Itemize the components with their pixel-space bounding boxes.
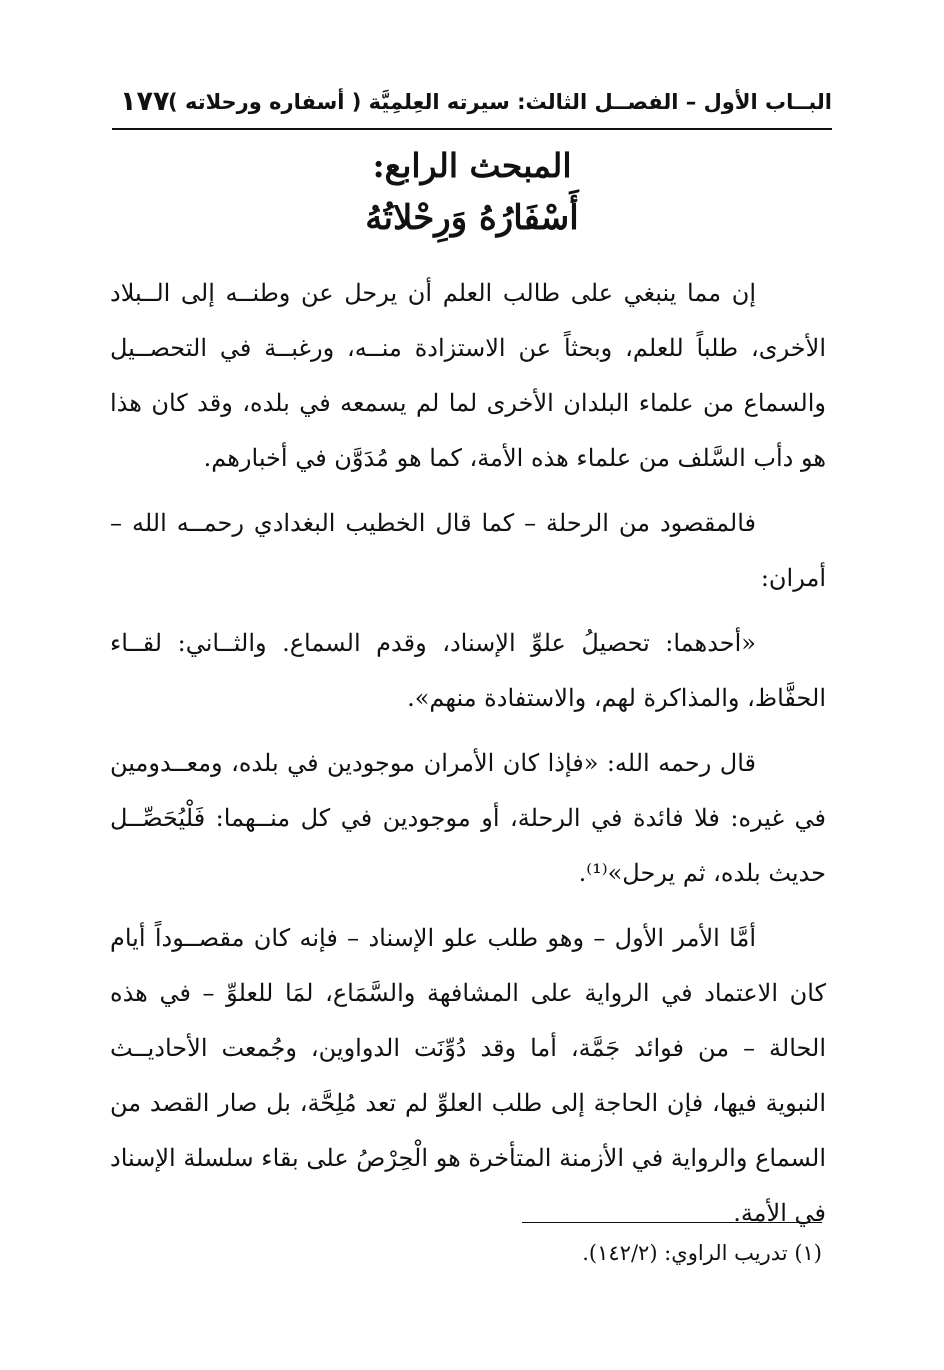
section-heading [112,140,832,244]
paragraph-saying: قال رحمه الله: «فإذا كان الأمران موجودين في بلده، ومعــدومين في غيره: فلا فائدة في الرحلة، أو موجودين في كل منــهما: فَلْيُحَصِّــل حديث بلده، ثم يرحل»⁽¹⁾. [110,749,826,887]
header-rule [112,128,832,130]
section-label: المبحث الرابع: [372,146,572,185]
running-header-title: البــاب الأول – الفصــل الثالث: سيرته العِلمِيَّة ( أسفاره ورحلاته ) [168,90,832,114]
paragraph-intro: إن مما ينبغي على طالب العلم أن يرحل عن وطنــه إلى الــبلاد الأخرى، طلباً للعلم، وبحثاً عن الاستزادة منــه، ورغبــة في التحصــيل والسماع من علماء البلدان الأخرى لما لم يسمعه في بلده، وقد كان هذا هو دأب السَّلف من علماء هذه الأمة، كما هو مُدَوَّن في أخبارهم. [110,279,826,472]
section-title: أَسْفَارُهُ وَرِحْلاتُهُ [365,198,579,238]
page-number: ١٧٧ [120,86,170,117]
footnote-rule [522,1222,822,1223]
paragraph-first-matter: أمَّا الأمر الأول – وهو طلب علو الإسناد – فإنه كان مقصــوداً أيام كان الاعتماد في الرواية على المشافهة والسَّمَاع، لمَا للعلوِّ – في هذه الحالة – من فوائد جَمَّة، أما وقد دُوِّنَت الدواوين، وجُمعت الأحاديــث النبوية فيها، فإن الحاجة إلى طلب العلوِّ لم تعد مُلِحَّة، بل صار القصد من السماع والرواية في الأزمنة المتأخرة هو الْحِرْصُ على بقاء سلسلة الإسناد في الأمة. [110,924,826,1227]
footnote: (١) تدريب الراوي: (١٤٢/٢). [582,1241,822,1265]
paragraph-purpose: فالمقصود من الرحلة – كما قال الخطيب البغدادي رحمــه الله – أمران: [110,509,826,592]
paragraph-quote: «أحدهما: تحصيلُ علوِّ الإسناد، وقدم السماع. والثــاني: لقــاء الحفَّاظ، والمذاكرة لهم، والاستفادة منهم». [110,629,826,712]
running-header [112,86,832,126]
body-text [110,266,826,1251]
